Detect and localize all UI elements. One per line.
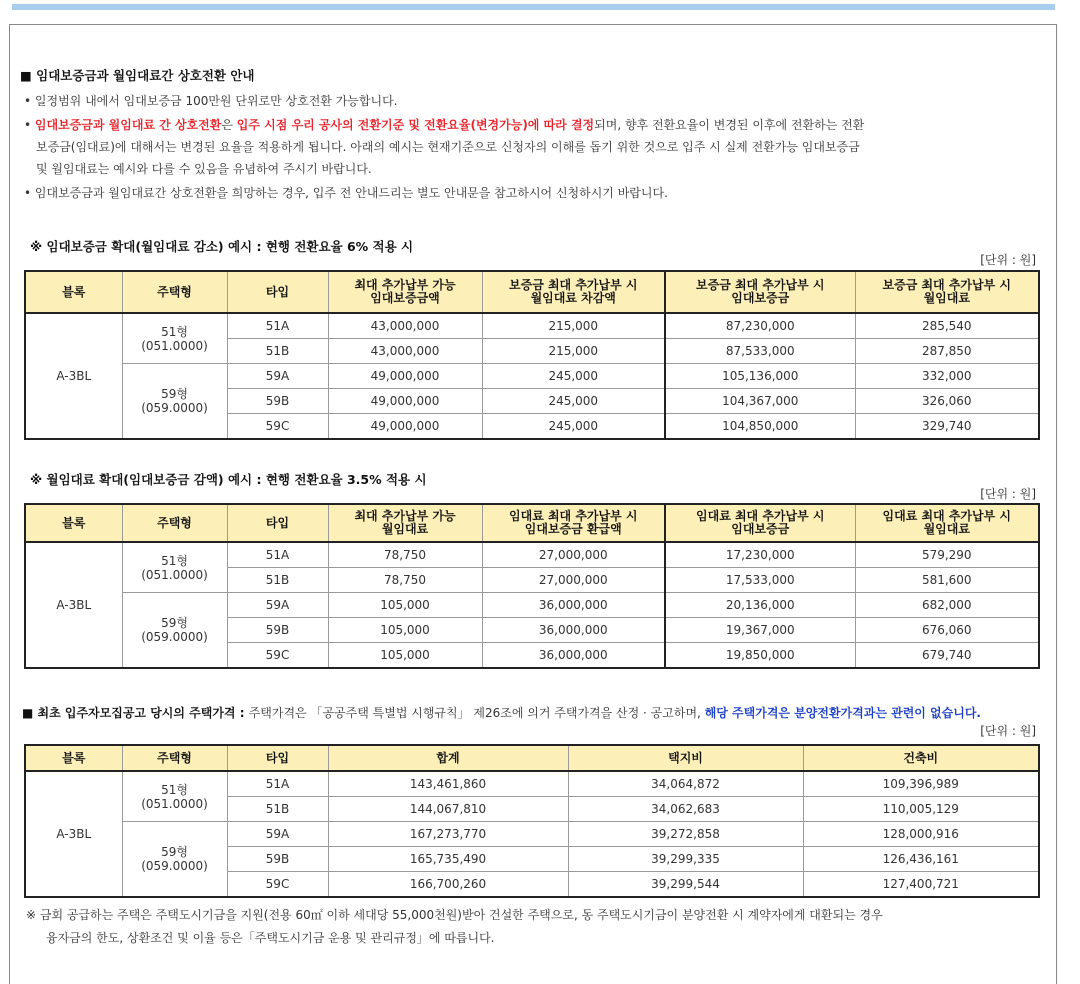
header-max-rent: 최대 추가납부 가능 월임대료 <box>328 504 482 542</box>
value-cell: 165,735,490 <box>328 847 568 872</box>
value-cell: 579,290 <box>855 542 1039 568</box>
table3-title-bold: ■ 최초 입주자모집공고 당시의 주택가격 : <box>22 706 249 720</box>
value-cell: 676,060 <box>855 618 1039 643</box>
house-type-59: 59형 (059.0000) <box>122 593 227 669</box>
house-type-51: 51형 (051.0000) <box>122 771 227 822</box>
type-cell: 59C <box>227 414 328 440</box>
header-house-type: 주택형 <box>122 271 227 313</box>
value-cell: 27,000,000 <box>482 542 665 568</box>
table3-title-text: 주택가격은 「공공주택 특별법 시행규칙」 제26조에 의거 주택가격을 산정 · 공고하며, <box>248 706 705 720</box>
type-cell: 51A <box>227 542 328 568</box>
type-cell: 51B <box>227 568 328 593</box>
header-construction-cost: 건축비 <box>803 745 1039 771</box>
table1-title: ※ 임대보증금 확대(월임대료 감소) 예시 : 현행 전환요율 6% 적용 시 <box>30 239 414 254</box>
value-cell: 78,750 <box>328 568 482 593</box>
value-cell: 17,533,000 <box>665 568 855 593</box>
table2-unit: [단위 : 원] <box>980 487 1036 501</box>
value-cell: 49,000,000 <box>328 414 482 440</box>
block-cell: A-3BL <box>25 771 122 897</box>
type-cell: 51B <box>227 339 328 364</box>
value-cell: 19,367,000 <box>665 618 855 643</box>
house-type-51: 51형 (051.0000) <box>122 542 227 593</box>
type-cell: 51B <box>227 797 328 822</box>
bullet-marker: • <box>24 118 35 132</box>
value-cell: 332,000 <box>855 364 1039 389</box>
table3-title <box>22 704 981 721</box>
header-block: 블록 <box>25 504 122 542</box>
type-cell: 59C <box>227 872 328 898</box>
value-cell: 49,000,000 <box>328 364 482 389</box>
value-cell: 43,000,000 <box>328 313 482 339</box>
value-cell: 104,367,000 <box>665 389 855 414</box>
value-cell: 39,299,544 <box>568 872 803 898</box>
value-cell: 36,000,000 <box>482 593 665 618</box>
value-cell: 167,273,770 <box>328 822 568 847</box>
bullet-text: 되며, 향후 전환요율이 변경된 이후에 전환하는 전환 <box>594 118 865 132</box>
value-cell: 285,540 <box>855 313 1039 339</box>
value-cell: 245,000 <box>482 364 665 389</box>
value-cell: 110,005,129 <box>803 797 1039 822</box>
header-total: 합계 <box>328 745 568 771</box>
value-cell: 109,396,989 <box>803 771 1039 797</box>
footnote-line2: 융자금의 한도, 상환조건 및 이율 등은「주택도시기금 운용 및 관리규정」에 따릅니다. <box>46 931 495 945</box>
header-monthly-rent: 보증금 최대 추가납부 시 월임대료 <box>855 271 1039 313</box>
value-cell: 39,299,335 <box>568 847 803 872</box>
header-monthly-rent: 임대료 최대 추가납부 시 월임대료 <box>855 504 1039 542</box>
bullet-unit-rule: • 일정범위 내에서 임대보증금 100만원 단위로만 상호전환 가능합니다. <box>24 94 398 108</box>
value-cell: 39,272,858 <box>568 822 803 847</box>
footnote-line1: ※ 금회 공급하는 주택은 주택도시기금을 지원(전용 60㎡ 이하 세대당 55,000천원)받아 건설한 주택으로, 동 주택도시기금이 분양전환 시 계약자에게 대환되는 경우 <box>26 908 883 922</box>
house-type-51: 51형 (051.0000) <box>122 313 227 364</box>
value-cell: 27,000,000 <box>482 568 665 593</box>
value-cell: 87,230,000 <box>665 313 855 339</box>
header-deposit-total: 임대료 최대 추가납부 시 임대보증금 <box>665 504 855 542</box>
bullet-conversion-line3: 및 월임대료는 예시와 다를 수 있음을 유념하여 주시기 바랍니다. <box>36 162 372 176</box>
value-cell: 105,000 <box>328 593 482 618</box>
table3-title-highlight: 해당 주택가격은 분양전환가격과는 관련이 없습니다. <box>704 706 981 720</box>
header-deposit-total: 보증금 최대 추가납부 시 임대보증금 <box>665 271 855 313</box>
value-cell: 215,000 <box>482 339 665 364</box>
bullet-application-guide: • 임대보증금과 월임대료간 상호전환을 희망하는 경우, 입주 전 안내드리는 별도 안내문을 참고하시어 신청하시기 바랍니다. <box>24 186 668 200</box>
type-cell: 59B <box>227 389 328 414</box>
value-cell: 105,136,000 <box>665 364 855 389</box>
table2-title: ※ 월임대료 확대(임대보증금 감액) 예시 : 현행 전환요율 3.5% 적용 시 <box>30 472 427 487</box>
house-type-59: 59형 (059.0000) <box>122 364 227 440</box>
value-cell: 104,850,000 <box>665 414 855 440</box>
header-block: 블록 <box>25 271 122 313</box>
value-cell: 682,000 <box>855 593 1039 618</box>
value-cell: 215,000 <box>482 313 665 339</box>
value-cell: 87,533,000 <box>665 339 855 364</box>
type-cell: 59B <box>227 618 328 643</box>
house-price-table <box>24 744 1040 898</box>
highlight-conversion: 임대보증금과 월임대료 간 상호전환 <box>34 118 222 132</box>
type-cell: 59A <box>227 364 328 389</box>
type-cell: 59C <box>227 643 328 669</box>
value-cell: 43,000,000 <box>328 339 482 364</box>
rent-increase-table <box>24 503 1040 669</box>
value-cell: 78,750 <box>328 542 482 568</box>
bullet-conversion-line2: 보증금(임대료)에 대해서는 변경된 요율을 적용하게 됩니다. 아래의 예시는 현재기준으로 신청자의 이해를 돕기 위한 것으로 입주 시 실제 전환가능 임대보증금 <box>36 140 860 154</box>
highlight-rate-decision: 입주 시점 우리 공사의 전환기준 및 전환요율(변경가능)에 따라 결정 <box>236 118 595 132</box>
house-type-59: 59형 (059.0000) <box>122 822 227 898</box>
type-cell: 51A <box>227 313 328 339</box>
value-cell: 105,000 <box>328 618 482 643</box>
value-cell: 329,740 <box>855 414 1039 440</box>
value-cell: 326,060 <box>855 389 1039 414</box>
value-cell: 36,000,000 <box>482 643 665 669</box>
value-cell: 245,000 <box>482 389 665 414</box>
header-deposit-refund: 임대료 최대 추가납부 시 임대보증금 환급액 <box>482 504 665 542</box>
value-cell: 128,000,916 <box>803 822 1039 847</box>
bullet-text: 은 <box>221 118 237 132</box>
block-cell: A-3BL <box>25 313 122 439</box>
table3-unit: [단위 : 원] <box>980 724 1036 738</box>
value-cell: 143,461,860 <box>328 771 568 797</box>
bullet-conversion-rate <box>24 116 864 133</box>
table1-unit: [단위 : 원] <box>980 253 1036 267</box>
value-cell: 34,064,872 <box>568 771 803 797</box>
header-land-cost: 택지비 <box>568 745 803 771</box>
value-cell: 20,136,000 <box>665 593 855 618</box>
value-cell: 127,400,721 <box>803 872 1039 898</box>
header-type: 타입 <box>227 271 328 313</box>
value-cell: 49,000,000 <box>328 389 482 414</box>
type-cell: 59A <box>227 593 328 618</box>
value-cell: 581,600 <box>855 568 1039 593</box>
header-max-deposit: 최대 추가납부 가능 임대보증금액 <box>328 271 482 313</box>
type-cell: 51A <box>227 771 328 797</box>
value-cell: 166,700,260 <box>328 872 568 898</box>
block-cell: A-3BL <box>25 542 122 668</box>
header-type: 타입 <box>227 504 328 542</box>
deposit-increase-table <box>24 270 1040 440</box>
header-block: 블록 <box>25 745 122 771</box>
value-cell: 105,000 <box>328 643 482 669</box>
value-cell: 144,067,810 <box>328 797 568 822</box>
value-cell: 36,000,000 <box>482 618 665 643</box>
value-cell: 17,230,000 <box>665 542 855 568</box>
value-cell: 679,740 <box>855 643 1039 669</box>
value-cell: 34,062,683 <box>568 797 803 822</box>
value-cell: 245,000 <box>482 414 665 440</box>
section-title-conversion: ■ 임대보증금과 월임대료간 상호전환 안내 <box>20 68 255 83</box>
header-house-type: 주택형 <box>122 745 227 771</box>
header-house-type: 주택형 <box>122 504 227 542</box>
value-cell: 287,850 <box>855 339 1039 364</box>
value-cell: 126,436,161 <box>803 847 1039 872</box>
header-type: 타입 <box>227 745 328 771</box>
type-cell: 59B <box>227 847 328 872</box>
type-cell: 59A <box>227 822 328 847</box>
value-cell: 19,850,000 <box>665 643 855 669</box>
header-rent-reduction: 보증금 최대 추가납부 시 월임대료 차감액 <box>482 271 665 313</box>
top-accent-bar <box>12 4 1055 10</box>
